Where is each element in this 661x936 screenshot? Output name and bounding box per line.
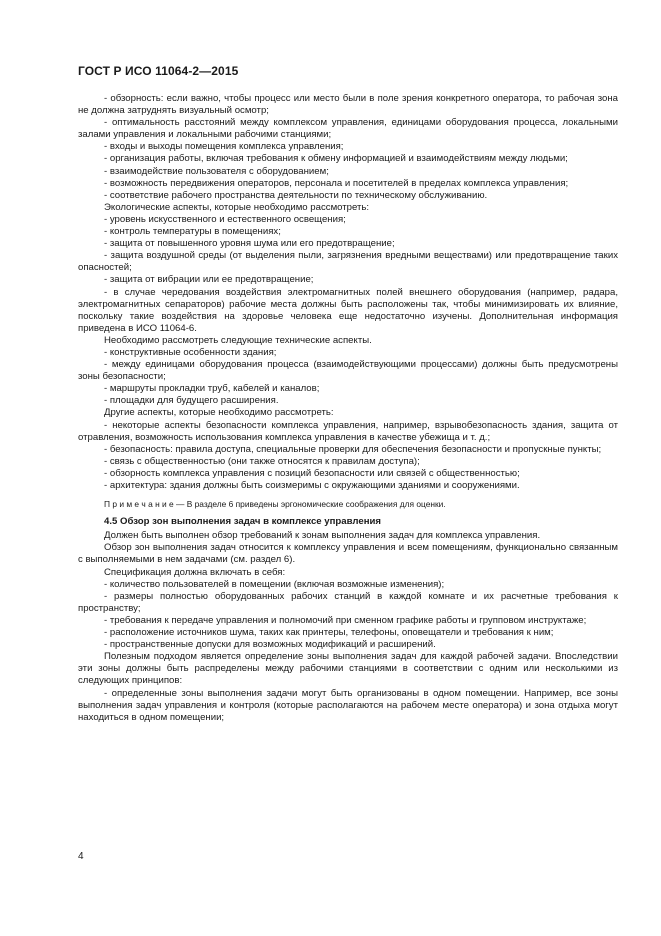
paragraph: - архитектура: здания должны быть соизмеримы с окружающими зданиями и сооружениями. [104,480,520,491]
document-header: ГОСТ Р ИСО 11064-2—2015 [78,64,239,78]
paragraph: - контроль температуры в помещениях; [104,226,281,238]
paragraph: - пространственные допуски для возможных модификаций и расширений. [104,639,436,651]
paragraph: - расположение источников шума, таких как принтеры, телефоны, оповещатели и требования к ним; [104,627,554,639]
paragraph: - площадки для будущего расширения. [104,395,279,407]
paragraph: - защита воздушной среды (от выделения пыли, загрязнения вредными веществами) или предотвращение таких опасностей; [78,250,618,274]
paragraph: - конструктивные особенности здания; [104,346,277,358]
paragraph: - количество пользователей в помещении (включая возможные изменения); [104,578,445,590]
paragraph: - возможность передвижения операторов, персонала и посетителей в пределах комплекса управления; [104,177,569,189]
paragraph: - требования к передаче управления и полномочий при сменном графике работы и групповом инструктаже; [104,614,587,626]
paragraph: - определенные зоны выполнения задачи могут быть организованы в одном помещении. Например, все зоны выполнения задач управления и контроля (которые располагаются на рабочем месте оператора) и зона отдыха могут находиться в одном помещении; [78,687,618,723]
paragraph: - входы и выходы помещения комплекса управления; [104,141,344,153]
paragraph: Спецификация должна включать в себя: [104,566,286,578]
page-number: 4 [78,851,84,862]
paragraph: - связь с общественностью (они также относятся к правилам доступа); [104,455,420,467]
paragraph: - соответствие рабочего пространства деятельности по техническому обслуживанию. [104,189,488,201]
paragraph: Другие аспекты, которые необходимо рассмотреть: [104,407,334,419]
paragraph: - защита от вибрации или ее предотвращение; [104,274,314,286]
paragraph: - оптимальность расстояний между комплексом управления, единицами оборудования процесса, локальными залами управления и локальными рабочими станциями; [78,117,618,141]
paragraph: - обзорность комплекса управления с позиций безопасности или связей с общественностью; [104,467,520,479]
paragraph: - уровень искусственного и естественного освещения; [104,213,346,225]
paragraph: - в случае чередования воздействия электромагнитных полей внешнего оборудования (например, радара, электромагнитных сепараторов) рабочие места должны быть расположены так, чтобы минимизировать их влияние, поскольку такие воздействия на здоровье человека еще недостаточно изучены. Дополнительная информация приведена в ИСО 11064-6. [78,286,618,334]
paragraph: - обзорность: если важно, чтобы процесс или место были в поле зрения конкретного оператора, то рабочая зона не должна затруднять визуальный осмотр; [78,93,618,117]
paragraph: Полезным подходом является определение зоны выполнения задач для каждой рабочей задачи. Впоследствии эти зоны должны быть распределены между рабочими станциями в соответствии с одним или несколькими из следующих принципов: [78,651,618,687]
paragraph: - между единицами оборудования процесса (взаимодействующими процессами) должны быть предусмотрены зоны безопасности; [78,359,618,383]
paragraph: - организация работы, включая требования к обмену информацией и взаимодействиям между людьми; [104,153,568,165]
document-body [78,93,618,724]
paragraph: Необходимо рассмотреть следующие технические аспекты. [104,334,372,346]
paragraph: - размеры полностью оборудованных рабочих станций в каждой комнате и их расчетные требования к пространству; [78,590,618,614]
paragraph: - некоторые аспекты безопасности комплекса управления, например, взрывобезопасность здания, защита от отравления, возможность использования комплекса управления в качестве убежища и т. д.; [78,419,618,443]
paragraph: - взаимодействие пользователя с оборудованием; [104,165,329,177]
paragraph: - маршруты прокладки труб, кабелей и каналов; [104,383,320,395]
paragraph: Экологические аспекты, которые необходимо рассмотреть: [104,201,370,213]
note: П р и м е ч а н и е — В разделе 6 приведены эргономические соображения для оценки. [104,499,446,510]
paragraph: - безопасность: правила доступа, специальные проверки для обеспечения безопасности и пропускные пункты; [104,443,602,455]
paragraph: - защита от повышенного уровня шума или его предотвращение; [104,238,395,250]
paragraph: Должен быть выполнен обзор требований к зонам выполнения задач для комплекса управления. [104,530,541,542]
paragraph: Обзор зон выполнения задач относится к комплексу управления и всем помещениям, функционально связанным с выполняемыми в нем задачами (см. раздел 6). [78,542,618,566]
section-heading: 4.5 Обзор зон выполнения задач в комплексе управления [104,516,381,528]
